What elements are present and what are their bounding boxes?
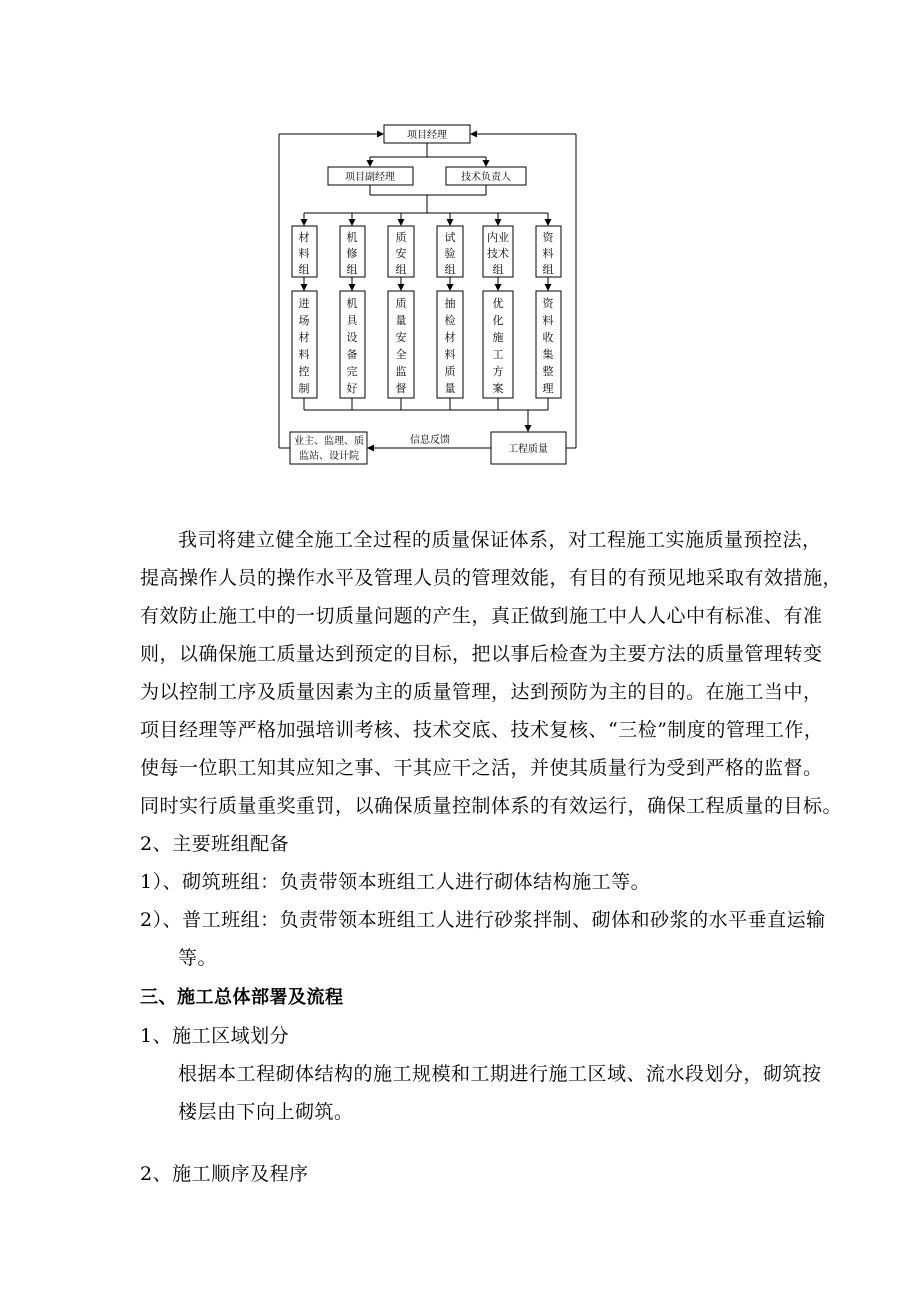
heading-team: 2、主要班组配备 — [140, 833, 290, 855]
para1-line3: 有效防止施工中的一切质量问题的产生，真正做到施工中人人心中有标准、有准 — [140, 605, 823, 627]
task-3-label: 督 — [395, 382, 407, 395]
team-item-2: 2）、普工班组：负责带领本班组工人进行砂浆拌制、砌体和砂浆的水平垂直运输 — [140, 909, 826, 931]
para1-line2: 提高操作人员的操作水平及管理人员的管理效能，有目的有预见地采取有效措施， — [140, 567, 843, 589]
task-6-label: 理 — [542, 382, 554, 395]
para1-line6: 项目经理等严格加强培训考核、技术交底、技术复核、“三检”制度的管理工作， — [140, 719, 824, 741]
task-3-label: 质 — [395, 297, 407, 310]
group-3-label: 安 — [395, 247, 407, 260]
group-6-label: 料 — [542, 247, 554, 260]
task-4-label: 材 — [444, 331, 456, 344]
para1-line5: 为以控制工序及质量因素为主的质量管理，达到预防为主的目的。在施工当中， — [140, 681, 823, 703]
task-2-label: 完 — [346, 365, 358, 378]
task-4-label: 检 — [444, 314, 456, 327]
task-1-label: 控 — [298, 365, 310, 378]
subheading-sequence: 2、施工顺序及程序 — [140, 1163, 309, 1185]
task-2-label: 好 — [346, 382, 358, 395]
task-6-label: 料 — [542, 314, 554, 327]
group-3-label: 质 — [395, 231, 407, 244]
group-1-label: 料 — [298, 247, 310, 260]
task-2-label: 机 — [346, 297, 358, 310]
group-5-label: 内业 — [487, 231, 509, 244]
task-4-label: 抽 — [444, 297, 456, 310]
task-4-label: 质 — [444, 365, 456, 378]
group-6-label: 组 — [542, 263, 554, 276]
para1-line7: 使每一位职工知其应知之事、干其应干之活，并使其质量行为受到严格的监督。 — [140, 757, 823, 779]
task-2-label: 设 — [346, 331, 358, 344]
task-5-label: 案 — [492, 382, 504, 395]
project-manager-label: 项目经理 — [407, 130, 447, 141]
tech-lead-label: 技术负责人 — [461, 172, 511, 183]
owner-label-line1: 业主、监理、质 — [294, 436, 364, 447]
section3-heading: 三、施工总体部署及流程 — [140, 987, 344, 1008]
group-3-label: 组 — [395, 263, 407, 276]
task-6-label: 集 — [542, 348, 554, 361]
team-item-1: 1）、砌筑班组：负责带领本班组工人进行砌体结构施工等。 — [140, 871, 651, 893]
team-item-2-cont: 等。 — [178, 947, 218, 969]
task-3-label: 安 — [395, 331, 407, 344]
subheading-area: 1、施工区域划分 — [140, 1025, 290, 1047]
task-5-label: 工 — [492, 348, 504, 361]
task-1-label: 制 — [298, 382, 310, 395]
group-4-label: 验 — [444, 247, 456, 260]
task-1-label: 场 — [298, 314, 310, 327]
task-5-label: 施 — [492, 331, 504, 344]
task-3-label: 全 — [395, 348, 407, 361]
task-6-label: 整 — [542, 365, 554, 378]
task-6-label: 资 — [542, 297, 554, 310]
task-5-label: 方 — [492, 365, 504, 378]
task-4-label: 料 — [444, 348, 456, 361]
group-4-label: 组 — [444, 263, 456, 276]
group-1-label: 材 — [298, 231, 310, 244]
deputy-manager-label: 项目副经理 — [345, 172, 395, 183]
task-3-label: 监 — [395, 365, 407, 378]
para1-line8: 同时实行质量重奖重罚，以确保质量控制体系的有效运行，确保工程质量的目标。 — [140, 795, 843, 817]
group-2-label: 组 — [346, 263, 358, 276]
para1-line4: 则，以确保施工质量达到预定的目标，把以事后检查为主要方法的质量管理转变 — [140, 643, 823, 665]
feedback-label: 信息反馈 — [410, 435, 450, 446]
task-4-label: 量 — [444, 382, 456, 395]
task-5-label: 优 — [492, 297, 504, 310]
group-4-label: 试 — [444, 231, 456, 244]
group-6-label: 资 — [542, 231, 554, 244]
task-1-label: 料 — [298, 348, 310, 361]
area-para-line1: 根据本工程砌体结构的施工规模和工期进行施工区域、流水段划分，砌筑按 — [178, 1063, 822, 1085]
group-5-label: 组 — [492, 263, 504, 276]
task-3-label: 量 — [395, 314, 407, 327]
group-2-label: 机 — [346, 231, 358, 244]
task-1-label: 材 — [298, 331, 310, 344]
task-2-label: 具 — [346, 314, 358, 327]
org-chart-diagram — [0, 0, 920, 480]
engineering-quality-label: 工程质量 — [508, 444, 548, 455]
group-1-label: 组 — [298, 263, 310, 276]
group-5-label: 技术 — [487, 247, 509, 260]
task-2-label: 备 — [346, 348, 358, 361]
group-2-label: 修 — [346, 247, 358, 260]
task-1-label: 进 — [298, 297, 310, 310]
task-5-label: 化 — [492, 314, 504, 327]
owner-label-line2: 监站、设计院 — [299, 451, 359, 462]
para1-line1: 我司将建立健全施工全过程的质量保证体系，对工程施工实施质量预控法， — [178, 529, 822, 551]
area-para-line2: 楼层由下向上砌筑。 — [178, 1101, 354, 1123]
task-6-label: 收 — [542, 331, 554, 344]
